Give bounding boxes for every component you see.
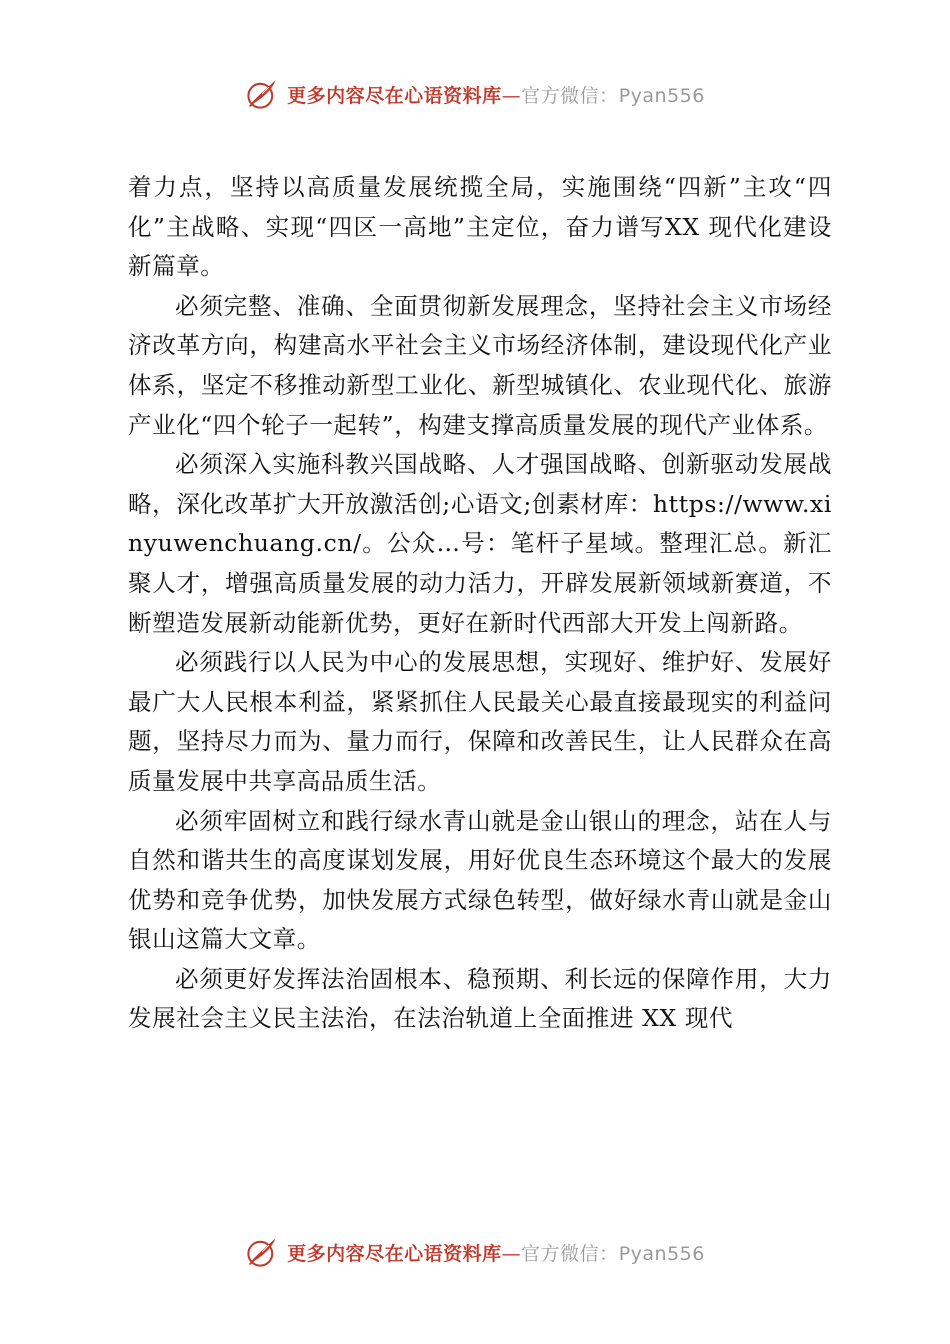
quill-pen-logo-icon [245,1235,279,1269]
banner-wechat-label: 官方微信： [521,84,619,107]
banner-wechat-id: Pyan556 [618,1242,705,1265]
quill-pen-logo-icon [245,77,279,111]
banner-dash: — [501,1242,522,1265]
footer-banner [0,1230,950,1274]
banner-wechat-id: Pyan556 [618,84,705,107]
paragraph-5: 必须牢固树立和践行绿水青山就是金山银山的理念，站在人与自然和谐共生的高度谋划发展，用好优良生态环境这个最大的发展优势和竞争优势，加快发展方式绿色转型，做好绿水青山就是金山银山这篇大文章。 [128,806,832,954]
document-body [128,168,832,1039]
banner-wechat-label: 官方微信： [521,1242,619,1265]
banner-title: 更多内容尽在心语资料库 [287,84,502,107]
paragraph-3: 必须深入实施科教兴国战略、人才强国战略、创新驱动发展战略，深化改革扩大开放激活创;心语文;创素材库：https://www.xinyuwenchuang.cn/。公众…号：笔杆子星域。整理汇总。新汇聚人才，增强高质量发展的动力活力，开辟发展新领域新赛道，不断塑造发展新动能新优势，更好在新时代西部大开发上闯新路。 [128,450,832,637]
paragraph-4: 必须践行以人民为中心的发展思想，实现好、维护好、发展好最广大人民根本利益，紧紧抓住人民最关心最直接最现实的利益问题，坚持尽力而为、量力而行，保障和改善民生，让人民群众在高质量发展中共享高品质生活。 [128,648,832,795]
banner-title: 更多内容尽在心语资料库 [287,1242,502,1265]
paragraph-6: 必须更好发挥法治固根本、稳预期、利长远的保障作用，大力发展社会主义民主法治，在法治轨道上全面推进 XX 现代 [128,964,832,1033]
header-banner [0,72,950,116]
banner-dash: — [501,84,522,107]
paragraph-2: 必须完整、准确、全面贯彻新发展理念，坚持社会主义市场经济改革方向，构建高水平社会主义市场经济体制，建设现代化产业体系，坚定不移推动新型工业化、新型城镇化、农业现代化、旅游产业化“四个轮子一起转”，构建支撑高质量发展的现代产业体系。 [128,291,832,439]
paragraph-1: 着力点，坚持以高质量发展统揽全局，实施围绕“四新”主攻“四化”主战略、实现“四区一高地”主定位，奋力谱写XX 现代化建设新篇章。 [128,173,832,281]
